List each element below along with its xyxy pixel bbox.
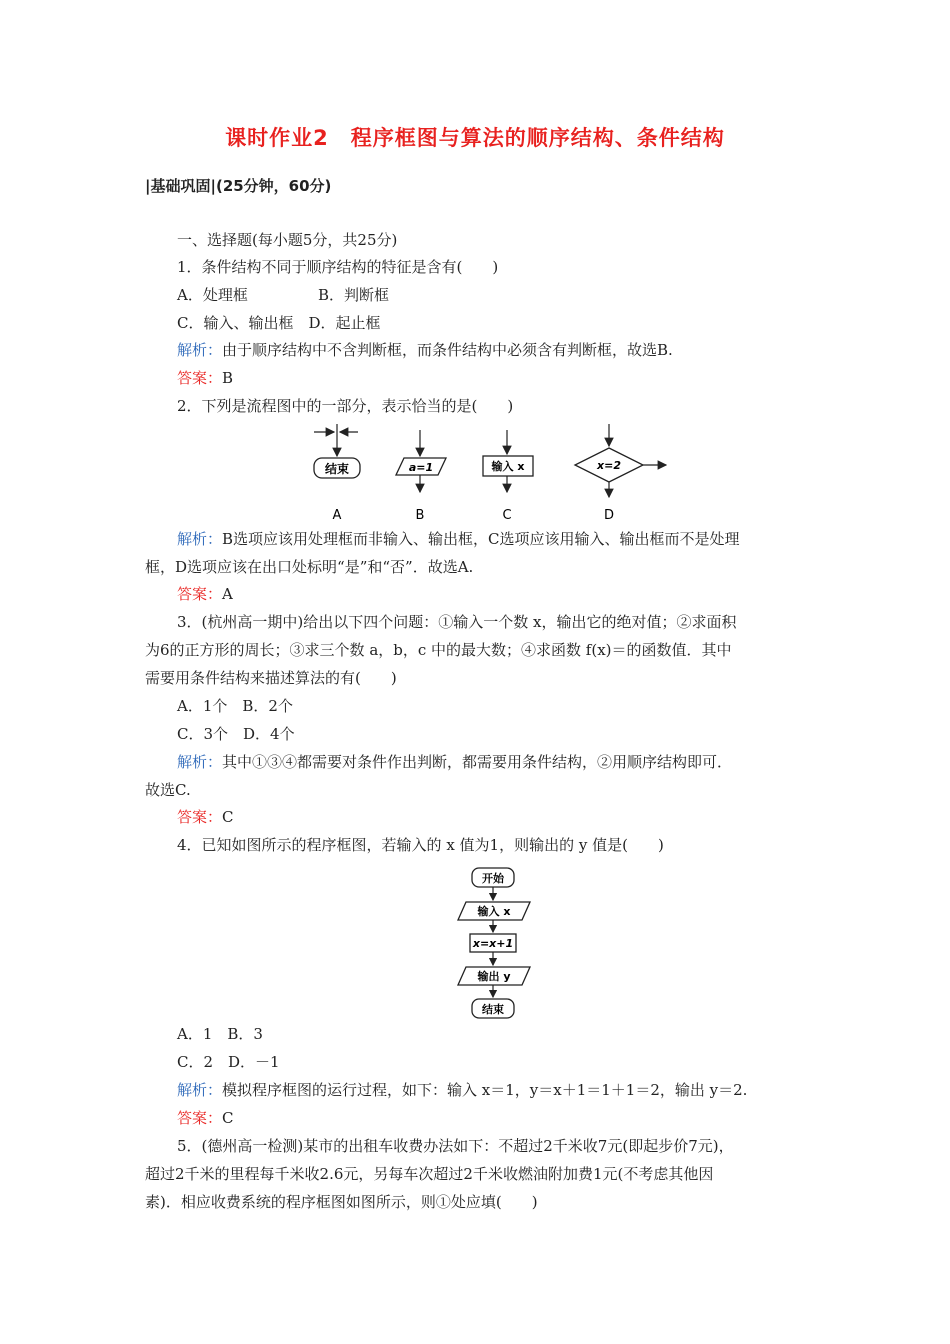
q4-options-cd: C．2 D．－1 — [177, 1053, 280, 1071]
q4-output-text: 输出 y — [477, 970, 511, 983]
q4-options-ab: A．1 B．3 — [177, 1025, 263, 1043]
analysis-label: 解析： — [177, 753, 223, 771]
q5-stem-2: 超过2千米的里程每千米收2.6元，另每车次超过2千米收燃油附加费1元(不考虑其他因 — [145, 1165, 714, 1183]
q3-answer-text: C — [222, 808, 234, 826]
page-title: 课时作业2 程序框图与算法的顺序结构、条件结构 — [225, 126, 725, 150]
q2-c-caption: C — [502, 508, 512, 523]
q1-answer — [177, 368, 233, 388]
q2-analysis-1 — [177, 529, 740, 549]
q3-stem-3: 需要用条件结构来描述算法的有( ) — [145, 669, 397, 687]
q2-stem: 2．下列是流程图中的一部分，表示恰当的是( ) — [177, 397, 514, 415]
q1-option-b: B．判断框 — [318, 286, 390, 304]
analysis-label: 解析： — [177, 341, 223, 359]
q2-answer — [177, 584, 233, 604]
q4-start-text: 开始 — [482, 872, 504, 885]
answer-label: 答案： — [177, 369, 223, 387]
q2-answer-text: A — [222, 585, 233, 603]
q4-analysis-text: 模拟程序框图的运行过程，如下：输入 x＝1，y＝x＋1＝1＋1＝2，输出 y＝2. — [222, 1081, 748, 1099]
q2-a-text: 结束 — [324, 462, 350, 476]
q2-b-text: a=1 — [408, 461, 434, 474]
answer-label: 答案： — [177, 1109, 223, 1127]
q3-analysis-1 — [177, 752, 732, 772]
answer-label: 答案： — [177, 585, 223, 603]
section-heading: |基础巩固|(25分钟，60分) — [145, 177, 332, 195]
q2-analysis-text-1: B选项应该用处理框而非输入、输出框，C选项应该用输入、输出框而不是处理 — [222, 530, 740, 548]
q2-analysis-2: 框，D选项应该在出口处标明“是”和“否”．故选A. — [145, 558, 474, 576]
q3-answer — [177, 807, 234, 827]
q3-options-cd: C．3个 D．4个 — [177, 725, 295, 743]
q2-figure-a — [314, 424, 360, 523]
q4-answer-text: C — [222, 1109, 234, 1127]
q2-figure — [300, 420, 680, 525]
q4-flowchart — [440, 862, 550, 1024]
q3-analysis-2: 故选C. — [145, 781, 191, 799]
q1-options-cd: C．输入、输出框 D．起止框 — [177, 314, 381, 332]
q4-process-text: x=x+1 — [472, 937, 514, 950]
q5-stem-1: 5．(德州高一检测)某市的出租车收费办法如下：不超过2千米收7元(即起步价7元)， — [177, 1137, 734, 1155]
q2-d-text: x=2 — [597, 459, 621, 472]
q5-stem-3: 素)．相应收费系统的程序框图如图所示，则①处应填( ) — [145, 1193, 538, 1211]
q4-end-text: 结束 — [482, 1003, 504, 1016]
q4-stem: 4．已知如图所示的程序框图，若输入的 x 值为1，则输出的 y 值是( ) — [177, 836, 664, 854]
q1-answer-text: B — [222, 369, 234, 387]
q1-analysis — [177, 340, 673, 360]
q2-c-text: 输入 x — [491, 460, 525, 473]
q3-stem-1: 3．(杭州高一期中)给出以下四个问题：①输入一个数 x，输出它的绝对值；②求面积 — [177, 613, 737, 631]
q3-analysis-text-1: 其中①③④都需要对条件作出判断，都需要用条件结构，②用顺序结构即可． — [222, 753, 733, 771]
q2-figure-d — [575, 424, 666, 523]
q2-figure-c — [483, 430, 533, 523]
answer-label: 答案： — [177, 808, 223, 826]
analysis-label: 解析： — [177, 1081, 223, 1099]
q1-analysis-text: 由于顺序结构中不含判断框，而条件结构中必须含有判断框，故选B. — [222, 341, 673, 359]
q2-d-caption: D — [603, 508, 615, 523]
q4-answer — [177, 1108, 234, 1128]
q4-input-text: 输入 x — [477, 905, 511, 918]
q1-stem: 1．条件结构不同于顺序结构的特征是含有( ) — [177, 258, 499, 276]
part-heading: 一、选择题(每小题5分，共25分) — [177, 231, 398, 249]
q3-options-ab: A．1个 B．2个 — [177, 697, 293, 715]
q4-analysis — [177, 1080, 747, 1100]
q1-option-a: A．处理框 — [177, 286, 248, 304]
q2-b-caption: B — [415, 508, 425, 523]
q3-stem-2: 为6的正方形的周长；③求三个数 a，b，c 中的最大数；④求函数 f(x)＝的函数值．其中 — [145, 641, 732, 659]
q2-figure-b — [396, 430, 446, 523]
q2-a-caption: A — [332, 508, 342, 523]
analysis-label: 解析： — [177, 530, 223, 548]
